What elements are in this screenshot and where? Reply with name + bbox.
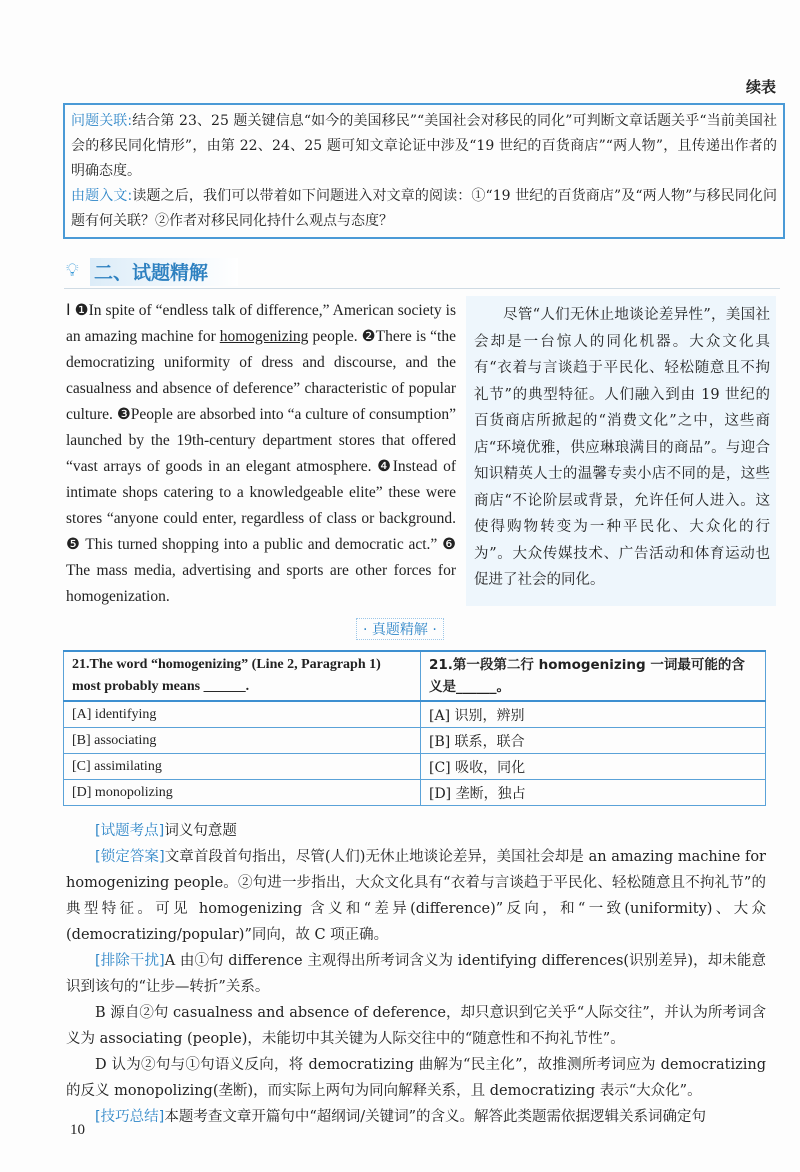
option-zh: [A] 识别，辨别: [421, 701, 766, 728]
passage-translation: 尽管“人们无休止地谈论差异性”，美国社会却是一台惊人的同化机器。大众文化具有“衣着与言谈趋于平民化、轻松随意且不拘礼节”的典型特征。人们融入到由 19 世纪的百货商店所掀起的“消费文化”之中，这些商店“环境优雅，供应琳琅满目的商品”。与迎合知识精英人士的温馨专卖小店不同的是，这些商店“不论阶层或背景，允许任何人进入。这使得购物转变为一种平民化、大众化的行为”。大众传媒技术、广告活动和体育运动也促进了社会的同化。: [466, 296, 776, 606]
analysis-paragraph: [66, 1000, 766, 1052]
analysis-text: D 认为②句与①句语义反向，将 democratizing 曲解为“民主化”，故推测所考词应为 democratizing 的反义 monopolizing(垄断)，而实际上两句为同向解释关系，且 democratizing 表示“大众化”。: [66, 1057, 766, 1099]
box-item-text: 读题之后，我们可以带着如下问题进入对文章的阅读：①“19 世纪的百货商店”及“两人物”与移民同化问题有何关联？②作者对移民同化持什么观点与态度？: [71, 188, 777, 229]
analysis-text: 词义句意题: [164, 823, 237, 839]
table-row: [64, 780, 766, 806]
option-zh: [D] 垄断，独占: [421, 780, 766, 806]
analysis-label: [技巧总结]: [95, 1109, 165, 1125]
question-relation-box: [63, 103, 785, 239]
table-row: [64, 754, 766, 780]
analysis-label: [试题考点]: [95, 823, 165, 839]
subsection-title: · 真题精解 ·: [356, 618, 444, 640]
analysis-paragraph: [66, 1052, 766, 1104]
box-item-label: 问题关联: [71, 113, 128, 129]
option-en: [A] identifying: [64, 701, 421, 728]
question-stem-en: 21.The word “homogenizing” (Line 2, Paragraph 1) most probably means ______.: [64, 651, 421, 701]
section-header: [64, 258, 780, 289]
analysis-paragraph: [66, 1104, 766, 1130]
analysis: [66, 818, 766, 1130]
analysis-text: 本题考查文章开篇句中“超纲词/关键词”的含义。解答此类题需依据逻辑关系词确定句: [164, 1109, 707, 1125]
question-table: [63, 650, 766, 806]
continued-label: 续表: [745, 78, 776, 96]
option-zh: [C] 吸收，同化: [421, 754, 766, 780]
page-number: 10: [70, 1122, 85, 1138]
analysis-label: [排除干扰]: [95, 953, 165, 969]
analysis-text: B 源自②句 casualness and absence of deference，却只意识到它关乎“人际交往”，并认为所考词含义为 associating (people)，未能切中其关键为人际交往中的“随意性和不拘礼节性”。: [66, 1005, 766, 1047]
box-item: 由题入文:读题之后，我们可以带着如下问题进入对文章的阅读：①“19 世纪的百货商店”及“两人物”与移民同化问题有何关联？②作者对移民同化持什么观点与态度？: [71, 188, 777, 229]
option-en: [C] assimilating: [64, 754, 421, 780]
table-row: [64, 728, 766, 754]
option-zh: [B] 联系，联合: [421, 728, 766, 754]
key-word: homogenizing: [219, 328, 309, 345]
analysis-paragraph: [66, 818, 766, 844]
option-en: [D] monopolizing: [64, 780, 421, 806]
box-item-text: 结合第 23、25 题关键信息“如今的美国移民”“美国社会对移民的同化”可判断文章话题关乎“当前美国社会的移民同化情形”，由第 22、24、25 题可知文章论证中涉及“19 世纪的百货商店”“两人物”，且传递出作者的明确态度。: [71, 113, 777, 179]
passage-english: [66, 298, 456, 610]
lightbulb-icon: 💡︎: [66, 260, 79, 281]
option-en: [B] associating: [64, 728, 421, 754]
passage-text: people. ❷There is “the democratizing uniformity of dress and discourse, and the casualness and absence of deference” characteristic of popular culture. ❸People are absorbed into “a culture of consumption” launched by the 19th-century department stores that offered “vast arrays of goods in an elegant atmosphere. ❹Instead of intimate shops catering to a knowledgeable elite” these were stores “anyone could enter, regardless of class or background. ❺ This turned shopping into a public and democratic act.” ❻ The mass media, advertising and sports are other forces for homogenization.: [66, 328, 456, 605]
analysis-paragraph: [66, 844, 766, 948]
section-title: 二、试题精解: [90, 258, 238, 286]
analysis-text: 文章首段首句指出，尽管(人们)无休止地谈论差异，美国社会却是 an amazing machine for homogenizing people。②句进一步指出，大众文化具有“衣着与言谈趋于平民化、轻松随意且不拘礼节”的典型特征。可见 homogenizing 含义和“差异(difference)”反向，和“一致(uniformity)、大众(democratizing/popular)”同向，故 C 项正确。: [66, 849, 766, 943]
analysis-text: A 由①句 difference 主观得出所考词含义为 identifying differences(识别差异)，却未能意识到该句的“让步—转折”关系。: [66, 953, 766, 995]
box-item-label: 由题入文: [71, 188, 128, 204]
analysis-paragraph: [66, 948, 766, 1000]
table-row: [64, 651, 766, 701]
analysis-label: [锁定答案]: [95, 849, 165, 865]
box-item: 问题关联:结合第 23、25 题关键信息“如今的美国移民”“美国社会对移民的同化”可判断文章话题关乎“当前美国社会的移民同化情形”，由第 22、24、25 题可知文章论证中涉及“19 世纪的百货商店”“两人物”，且传递出作者的明确态度。: [71, 113, 777, 179]
table-row: [64, 701, 766, 728]
passage-text: Ⅰ ❶In spite of “endless talk of difference,” American society is an amazing machine for: [66, 302, 456, 345]
question-stem-zh: 21.第一段第二行 homogenizing 一词最可能的含义是______。: [421, 651, 766, 701]
